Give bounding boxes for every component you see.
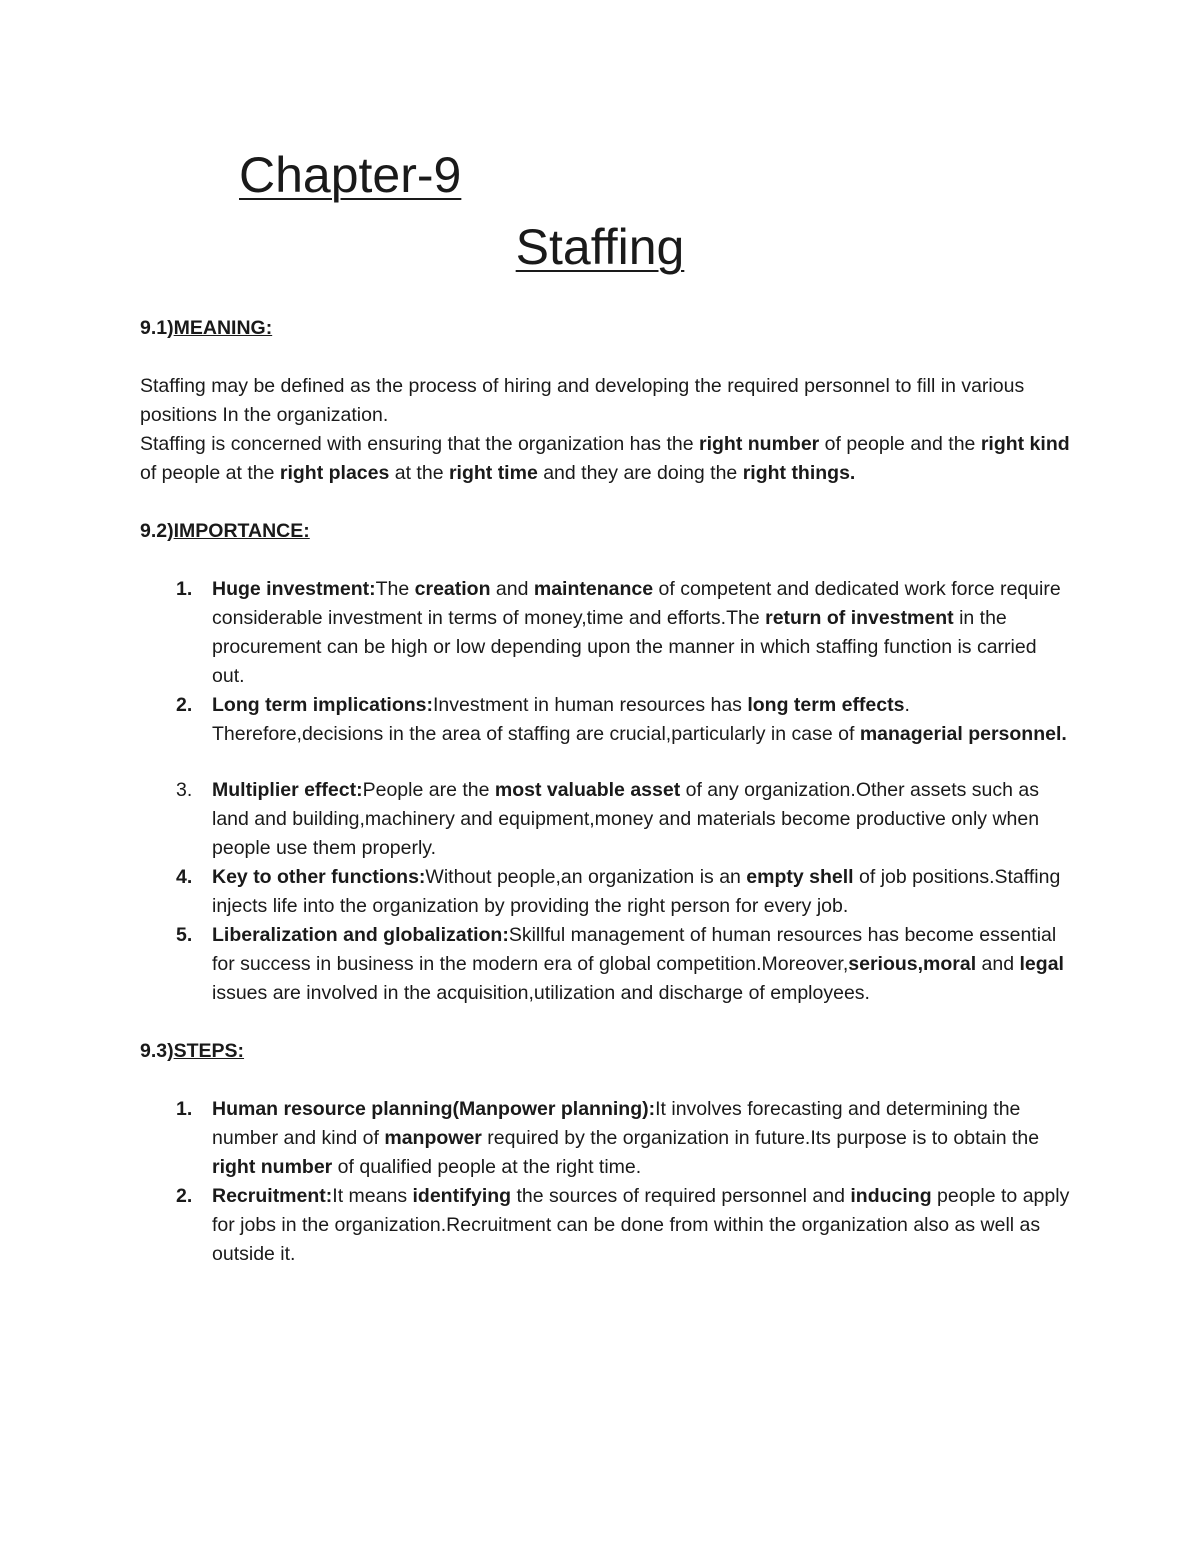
meaning-paragraph-1: Staffing may be defined as the process of hiring and developing the required personnel to fill in various positions In the organization. bbox=[140, 375, 1025, 426]
section-heading-text: STEPS: bbox=[173, 1040, 245, 1062]
document-title: Staffing bbox=[515, 219, 685, 275]
document-body bbox=[140, 314, 1070, 1269]
importance-list bbox=[140, 575, 1070, 1008]
section-number: 9.1) bbox=[140, 317, 174, 339]
section-heading-text: MEANING: bbox=[173, 317, 273, 339]
list-item: 2. Long term implications:Investment in human resources has long term effects. Therefore,decisions in the area of staffing are crucial,particularly in case of managerial personnel. bbox=[176, 694, 1067, 745]
chapter-title: Chapter-9 bbox=[239, 147, 462, 203]
list-spacer bbox=[140, 749, 1070, 776]
list-item: 5. Liberalization and globalization:Skillful management of human resources has become essential for success in business in the modern era of global competition.Moreover,serious,moral and legal issues are involved in the acquisition,utilization and discharge of employees. bbox=[176, 924, 1064, 1004]
list-item: 4. Key to other functions:Without people,an organization is an empty shell of job positions.Staffing injects life into the organization by providing the right person for every job. bbox=[176, 866, 1061, 917]
meaning-paragraph-2: Staffing is concerned with ensuring that the organization has the right number of people and the right kind of people at the right places at the right time and they are doing the right things. bbox=[140, 433, 1070, 484]
list-item: 3. Multiplier effect:People are the most valuable asset of any organization.Other assets such as land and building,machinery and equipment,money and materials become productive only when people use them properly. bbox=[176, 779, 1040, 859]
section-heading-text: IMPORTANCE: bbox=[173, 520, 310, 542]
list-item: 1. Huge investment:The creation and maintenance of competent and dedicated work force require considerable investment in terms of money,time and efforts.The return of investment in the procurement can be high or low depending upon the manner in which staffing function is carried out. bbox=[176, 578, 1061, 687]
section-heading-meaning bbox=[140, 314, 1070, 343]
list-item: 1. Human resource planning(Manpower planning):It involves forecasting and determining the number and kind of manpower required by the organization in future.Its purpose is to obtain the right number of qualified people at the right time. bbox=[176, 1098, 1040, 1178]
section-number: 9.2) bbox=[140, 520, 174, 542]
section-heading-steps bbox=[140, 1037, 1070, 1066]
steps-list bbox=[140, 1095, 1070, 1269]
list-item: 2. Recruitment:It means identifying the sources of required personnel and inducing people to apply for jobs in the organization.Recruitment can be done from within the organization also as well as outside it. bbox=[176, 1185, 1070, 1265]
section-number: 9.3) bbox=[140, 1040, 174, 1062]
section-heading-importance bbox=[140, 517, 1070, 546]
